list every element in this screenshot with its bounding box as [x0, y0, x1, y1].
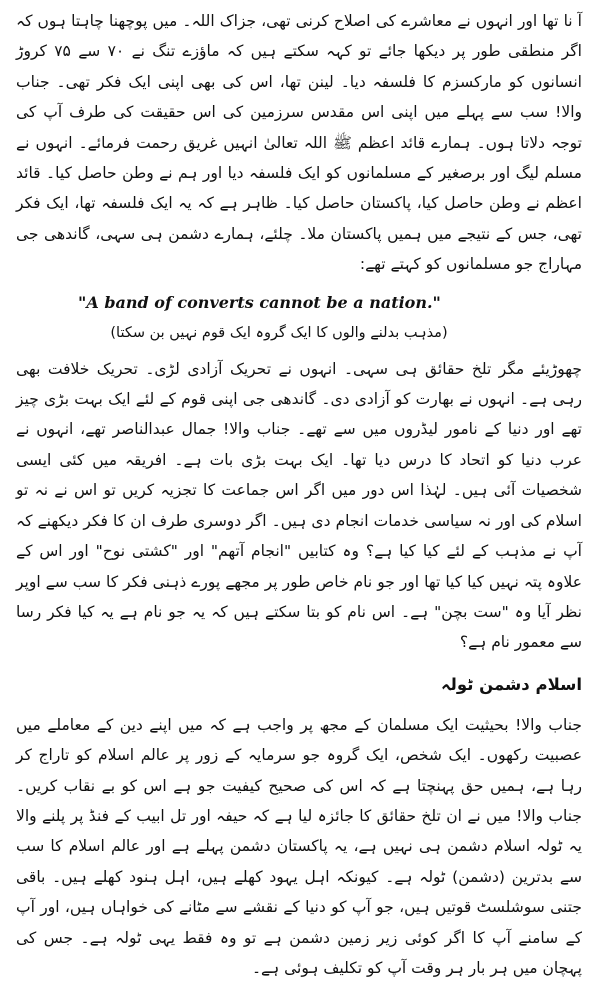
paragraph-2: چھوڑیئے مگر تلخ حقائق ہی سہی۔ انہوں نے تحریک آزادی لڑی۔ تحریک خلافت بھی رہی ہے۔ انہوں نے بھارت کو آزادی دی۔ گاندھی جی اپنی قوم کے لئے ایک بہت بڑی چیز تھے اور دنیا کے نامور لیڈروں میں سے تھے۔ جناب والا! جمال عبدالناصر تھے، انہوں نے عرب دنیا کو اتحاد کا درس دیا تھا۔ ایک بہت بڑی بات ہے۔ افریقہ میں کئی ایسی شخصیات آئی ہیں۔ لہٰذا اس دور میں اگر اس جماعت کا تجزیہ کریں تو اس نے نہ تو اسلام کی اور نہ سیاسی خدمات انجام دی ہیں۔ اگر دوسری طرف ان کا فکر دیکھنے کہ آپ نے مذہب کے لئے کیا کیا ہے؟ وہ کتابیں "انجام آتھم" اور "کشتی نوح" اور اس کے علاوہ پتہ نہیں کیا کیا تھا اور جو نام خاص طور پر مجھے پورے ذہنی فکر کا سب سے اوپر نظر آیا وہ "ست بچن" ہے۔ اس نام کو بتا سکتے ہیں کہ یہ جو نام ہے یہ کیا فکر رسا سے معمور نام ہے؟	[16, 359, 582, 652]
paragraph-3: جناب والا! بحیثیت ایک مسلمان کے مجھ پر واجب ہے کہ میں اپنے دین کے معاملے میں عصبیت رکھوں۔ ایک شخص، ایک گروہ جو سرمایہ کے زور پر عالم اسلام کو تاراج کر رہا ہے، ہمیں حق پہنچتا ہے کہ اس کی صحیح کیفیت جو ہے اس کو بے نقاب کریں۔ جناب والا! میں نے ان تلخ حقائق کا جائزہ لیا ہے کہ حیفہ اور تل ابیب کے فنڈ پر پلنے والا یہ ٹولہ اسلام دشمن ہی نہیں ہے، یہ پاکستان دشمن پہلے ہے اور عالم اسلام کا سب سے بدترین (دشمن) ٹولہ ہے۔ کیونکہ اہل یہود کھلے ہیں، اہل ہنود کھلے ہیں۔ باقی جتنی سوشلسٹ قوتیں ہیں، جو آپ کو دنیا کے نقشے سے مٹانے کی خواہاں ہیں، اور آپ کے سامنے آپ کا اگر کوئی زیر زمین دشمن ہے تو وہ فقط یہی ٹولہ ہے۔ جس کی پہچان میں ہر بار ہر وقت آپ کو تکلیف ہوئی ہے۔	[16, 715, 582, 977]
urdu-quote-translation: (مذہب بدلنے والوں کا ایک گروہ ایک قوم نہیں بن سکتا)	[110, 324, 448, 341]
english-quote: "A band of converts cannot be a nation."	[78, 292, 441, 312]
section-heading: اسلام دشمن ٹولہ	[441, 674, 582, 694]
document-page	[16, 6, 582, 983]
paragraph-1: آ نا تھا اور انہوں نے معاشرے کی اصلاح کرنی تھی، جزاک اللہ۔ میں پوچھنا چاہتا ہوں کہ اگر منطقی طور پر دیکھا جائے تو کہہ سکتے ہیں کہ ماؤزے تنگ نے ۷۰ سے ۷۵ کروڑ انسانوں کو مارکسزم کا فلسفہ دیا۔ لینن تھا، اس کی بھی اپنی ایک فکر تھی۔ جناب والا! سب سے پہلے میں اپنی اس مقدس سرزمین کی اس حقیقت کی طرف آپ کی توجہ دلاتا ہوں۔ ہمارے قائد اعظم ﷺ اللہ تعالیٰ انہیں غریق رحمت فرمائے۔ انہوں نے مسلم لیگ اور برصغیر کے مسلمانوں کو ایک فلسفہ دیا اور ہم نے وطن حاصل کیا۔ قائد اعظم نے وطن حاصل کیا، پاکستان حاصل کیا۔ ظاہر ہے کہ یہ ایک فلسفہ تھا، ایک فکر تھی، جس کے نتیجے میں ہمیں پاکستان ملا۔ چلئے، ہمارے دشمن ہی سہی، گاندھی جی مہاراج جو مسلمانوں کو کہتے تھے:	[16, 12, 582, 274]
